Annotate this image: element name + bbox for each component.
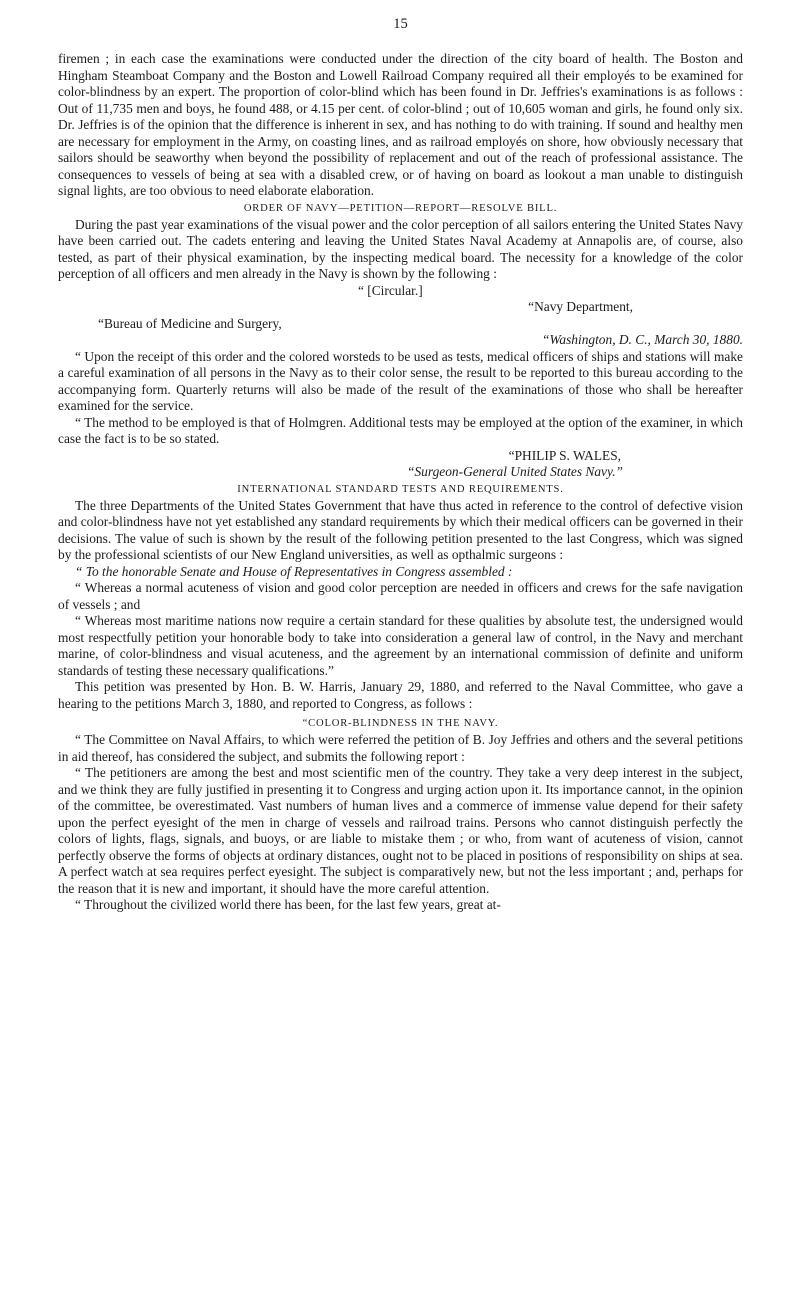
signature-title: “Surgeon-General United States Navy.” — [407, 464, 623, 479]
petition-address: “ To the honorable Senate and House of Representatives in Congress assembled : — [75, 563, 513, 579]
petition-whereas-2: “ Whereas most maritime nations now require a certain standard for these qualities by absolute test, the undersigned would most respectfully petition your honorable body to take into consideration a general law of control, in the Navy and merchant marine, of color-blindness and visual acuteness, and the agreement by an international commission of definite and uniform standards of testing these necessary qualifications.” — [58, 613, 743, 678]
paragraph-petition-presented: This petition was presented by Hon. B. W. Harris, January 29, 1880, and referred to the Naval Committee, who gave a hearing to the petitions March 3, 1880, and reported to Congress, as follows : — [58, 679, 743, 711]
bureau-medicine: “Bureau of Medicine and Surgery, — [98, 315, 282, 331]
petition-whereas-1: “ Whereas a normal acuteness of vision and good color perception are needed in officers and crews for the safe navigation of vessels ; and — [58, 580, 743, 612]
heading-color-blindness-navy: “COLOR-BLINDNESS IN THE NAVY. — [302, 718, 499, 729]
paragraph-three-departments: The three Departments of the United States Government that have thus acted in reference to the control of defective vision and color-blindness have not yet established any standard requirements by which their medical officers can be governed in their decisions. The value of such is shown by the result of the following petition presented to the last Congress, which was signed by the professional scientists of our New England universities, as well as opthalmic surgeons : — [58, 497, 743, 562]
page-number: 15 — [393, 16, 408, 32]
paragraph-firemen: firemen ; in each case the examinations were conducted under the direction of the city board of health. The Boston and Hingham Steamboat Company and the Boston and Lowell Railroad Company required all their employés to be examined for color-blindness by an expert. The proportion of color-blind which has been found in Dr. Jeffries's examinations is as follows : Out of 11,735 men and boys, he found 488, or 4.15 per cent. of color-blind ; out of 10,605 woman and girls, he found only six. Dr. Jeffries is of the opinion that the difference is inherent in sex, and has nothing to do with training. If sound and healthy men are necessary for employment in the Army, on coasting lines, and as railroad employés on shore, how obviously necessary that sailors should be seaworthy when beyond the possibility of replacement and out of the reach of professional assistance. The consequences to vessels of being at sea with a disabled crew, or of having on board as lookout a man unable to distinguish signal lights, are too obvious to need elaborate elaboration. — [58, 51, 743, 198]
navy-department: “Navy Department, — [528, 299, 633, 314]
paragraph-past-year: During the past year examinations of the visual power and the color perception of all sailors entering the United States Navy have been carried out. The cadets entering and leaving the United States Naval Academy at Annapolis are, of course, also tested, as part of their physical examination, by the inspecting medical board. The necessity for a knowledge of the color perception of all officers and men already in the Navy is shown by the following : — [58, 216, 743, 281]
paragraph-committee: “ The Committee on Naval Affairs, to which were referred the petition of B. Joy Jeffries and others and the several petitions in aid thereof, has considered the subject, and submits the following report : — [58, 732, 743, 764]
circular-label: “ [Circular.] — [358, 282, 423, 298]
heading-navy-order: ORDER OF NAVY—PETITION—REPORT—RESOLVE BILL. — [243, 202, 558, 214]
paragraph-holmgren-method: “ The method to be employed is that of Holmgren. Additional tests may be employed at the option of the examiner, in which case the fact is to be so stated. — [58, 414, 743, 446]
signature-name: “PHILIP S. WALES, — [508, 447, 621, 463]
paragraph-petitioners: “ The petitioners are among the best and most scientific men of the country. They take a very deep interest in the subject, and we think they are fully justified in presenting it to Congress and urging action upon it. Its importance cannot, in the opinion of the committee, be overestimated. Vast numbers of human lives and a commerce of immense value depend for their safety upon the perfect eyesight of the men in charge of vessels and railroad trains. Persons who cannot distinguish perfectly the colors of lights, flags, signals, and buoys, or are liable to mistake them ; or who, from want of acuteness of vision, cannot perfectly observe the forms of objects at ordinary distances, ought not to be placed in positions of responsibility on ships at sea. A perfect watch at sea requires perfect eyesight. The subject is comparatively new, but not the less important ; and, perhaps for the reason that it is new and important, it should have the more careful attention. — [58, 765, 743, 896]
paragraph-upon-receipt: “ Upon the receipt of this order and the colored worsteds to be used as tests, medical officers of ships and stations will make a careful examination of all persons in the Navy as to their color sense, the result to be reported to this bureau according to the accompanying form. Quarterly returns will also be made of the result of the examinations of those who shall be hereafter examined for the service. — [58, 348, 743, 413]
order-dateline: “Washington, D. C., March 30, 1880. — [542, 332, 743, 347]
heading-international-standard: INTERNATIONAL STANDARD TESTS AND REQUIREMENTS. — [237, 483, 564, 495]
paragraph-throughout: “ Throughout the civilized world there has been, for the last few years, great at- — [75, 897, 501, 912]
